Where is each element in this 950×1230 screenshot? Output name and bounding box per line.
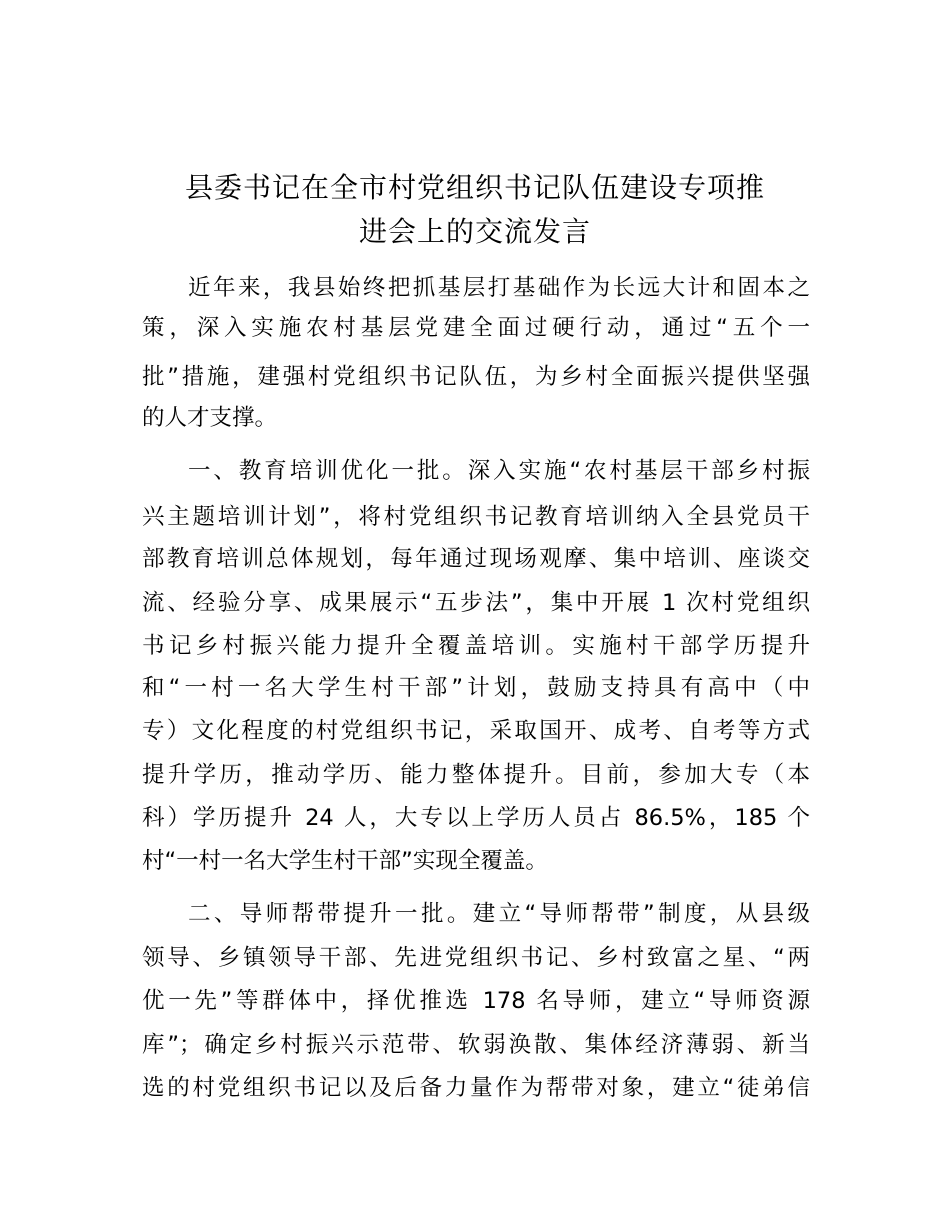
document-title-line-2: 进会上的交流发言 [358,215,591,248]
paragraph-line: 兴主题培训计划”，将村党组织书记教育培训纳入全县党员干 [142,504,810,530]
paragraph-line: 选的村党组织书记以及后备力量作为帮带对象，建立“徒弟信 [142,1075,810,1101]
paragraph-line: 库”；确定乡村振兴示范带、软弱涣散、集体经济薄弱、新当 [142,1032,810,1058]
paragraph-line: 提升学历，推动学历、能力整体提升。目前，参加大专（本 [142,762,810,788]
paragraph-line: 部教育培训总体规划，每年通过现场观摩、集中培训、座谈交 [142,546,810,572]
paragraph-line: 领导、乡镇领导干部、先进党组织书记、乡村致富之星、“两 [142,945,810,971]
paragraph-line: 的人才支撑。 [142,405,278,431]
paragraph-line: 批”措施，建强村党组织书记队伍，为乡村全面振兴提供坚强 [142,364,810,390]
paragraph-line: 策，深入实施农村基层党建全面过硬行动，通过“五个一 [142,315,810,341]
paragraph-line: 近年来，我县始终把抓基层打基础作为长远大计和固本之 [188,275,810,301]
document-title-line-1: 县委书记在全市村党组织书记队伍建设专项推 [184,171,765,204]
paragraph-line: 和“一村一名大学生村干部”计划，鼓励支持具有高中（中 [142,675,810,701]
paragraph-line: 二、导师帮带提升一批。建立“导师帮带”制度，从县级 [188,901,810,927]
paragraph-line: 专）文化程度的村党组织书记，采取国开、成考、自考等方式 [142,718,810,744]
paragraph-line: 村“一村一名大学生村干部”实现全覆盖。 [142,848,548,874]
paragraph-line: 科）学历提升 24 人，大专以上学历人员占 86.5%，185 个 [142,805,810,831]
paragraph-line: 书记乡村振兴能力提升全覆盖培训。实施村干部学历提升 [142,633,810,659]
paragraph-line: 优一先”等群体中，择优推选 178 名导师，建立“导师资源 [142,988,810,1014]
paragraph-line: 一、教育培训优化一批。深入实施“农村基层干部乡村振 [188,458,810,484]
paragraph-line: 流、经验分享、成果展示“五步法”，集中开展 1 次村党组织 [142,590,810,616]
